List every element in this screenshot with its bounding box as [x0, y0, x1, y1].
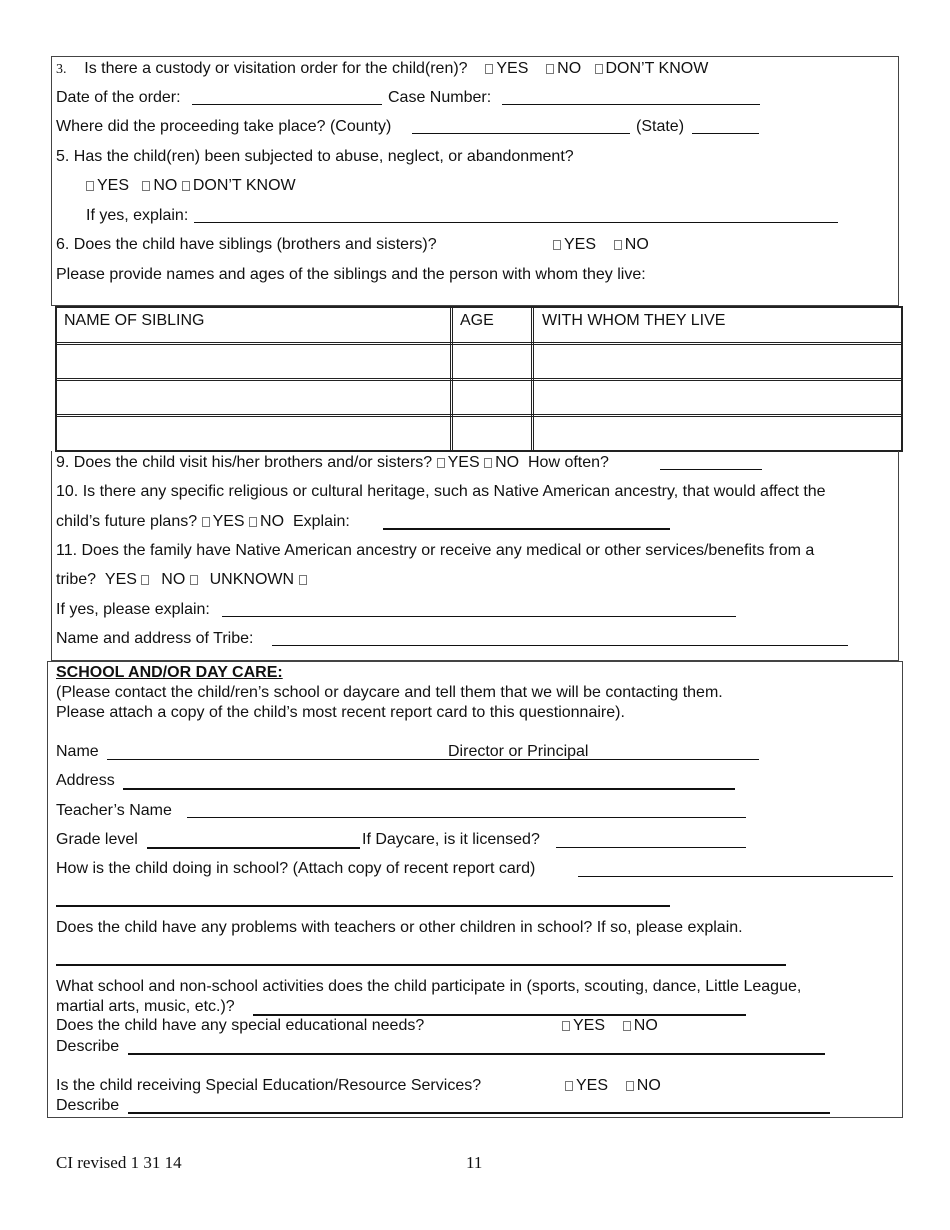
case-number-field[interactable] [502, 104, 760, 105]
school-name-field[interactable] [107, 759, 759, 760]
grade-field[interactable] [147, 847, 360, 849]
teacher-field[interactable] [187, 817, 746, 818]
address-field[interactable] [123, 788, 735, 790]
q6-no-checkbox[interactable] [614, 240, 622, 250]
question-10-line2: child’s future plans? YES NO Explain: [56, 513, 350, 530]
table-row[interactable] [59, 382, 899, 412]
doing-in-school-field[interactable] [578, 876, 893, 877]
daycare-field[interactable] [556, 847, 746, 848]
special-ed-describe-field[interactable] [128, 1112, 830, 1114]
question-9: 9. Does the child visit his/her brothers and/or sisters? YES NO How often? [56, 454, 609, 471]
problems-label: Does the child have any problems with teachers or other children in school? If so, please explain. [56, 919, 743, 936]
q11-explain-label: If yes, please explain: [56, 601, 210, 618]
table-row[interactable] [59, 418, 899, 448]
county-field[interactable] [412, 133, 630, 134]
address-label: Address [56, 772, 115, 789]
activities-label-2: martial arts, music, etc.)? [56, 998, 235, 1015]
q10-explain-field[interactable] [383, 528, 670, 530]
q3-yes-checkbox[interactable] [485, 64, 493, 74]
state-label: (State) [636, 118, 685, 135]
activities-label-1: What school and non-school activities does the child participate in (sports, scouting, dance, Little League, [56, 978, 802, 995]
q10-yes-checkbox[interactable] [202, 517, 210, 527]
special-needs-options: YES NO [562, 1017, 658, 1035]
sibling-table [55, 306, 903, 452]
special-needs-yes-checkbox[interactable] [562, 1021, 570, 1031]
table-header-name: NAME OF SIBLING [64, 312, 205, 329]
revision-note: CI revised 1 31 14 [56, 1153, 182, 1172]
special-needs-no-checkbox[interactable] [623, 1021, 631, 1031]
teacher-label: Teacher’s Name [56, 802, 172, 819]
school-heading: SCHOOL AND/OR DAY CARE: [56, 664, 283, 681]
question-6: 6. Does the child have siblings (brothers and sisters)? [56, 236, 437, 253]
question-5: 5. Has the child(ren) been subjected to abuse, neglect, or abandonment? [56, 148, 574, 165]
q5-no-checkbox[interactable] [142, 181, 150, 191]
q9-yes-checkbox[interactable] [437, 458, 445, 468]
q5-dont-know-checkbox[interactable] [182, 181, 190, 191]
tribe-label: Name and address of Tribe: [56, 630, 254, 647]
q11-no-checkbox[interactable] [190, 575, 198, 585]
doing-in-school-field-2[interactable] [56, 905, 670, 907]
q5-options: YES NO DON’T KNOW [86, 177, 296, 195]
doing-in-school-label: How is the child doing in school? (Attach copy of recent report card) [56, 860, 536, 877]
q11-explain-field[interactable] [222, 616, 736, 617]
school-name-label: Name [56, 743, 99, 760]
q6-options: YES NO [553, 236, 649, 254]
school-intro-2: Please attach a copy of the child’s most recent report card to this questionnaire). [56, 704, 625, 721]
table-header-with-whom: WITH WHOM THEY LIVE [542, 312, 726, 329]
page-number: 11 [466, 1153, 483, 1172]
special-needs-describe-label: Describe [56, 1038, 120, 1055]
q3-no-checkbox[interactable] [546, 64, 554, 74]
special-ed-describe-label: Describe [56, 1097, 120, 1114]
question-11-line2: tribe? YES NO UNKNOWN [56, 571, 310, 589]
special-needs-question: Does the child have any special educational needs? [56, 1017, 425, 1034]
state-field[interactable] [692, 133, 759, 134]
date-of-order-label: Date of the order: [56, 89, 181, 106]
tribe-field[interactable] [272, 645, 848, 646]
siblings-prompt: Please provide names and ages of the siblings and the person with whom they live: [56, 266, 646, 283]
activities-field[interactable] [253, 1014, 746, 1016]
school-intro-1: (Please contact the child/ren’s school or daycare and tell them that we will be contacting them. [56, 684, 723, 701]
date-of-order-field[interactable] [192, 104, 382, 105]
grade-label: Grade level [56, 831, 138, 848]
special-ed-question: Is the child receiving Special Education/Resource Services? [56, 1077, 482, 1094]
special-ed-no-checkbox[interactable] [626, 1081, 634, 1091]
daycare-label: If Daycare, is it licensed? [362, 831, 540, 848]
q5-explain-label: If yes, explain: [86, 207, 189, 224]
q11-yes-checkbox[interactable] [141, 575, 149, 585]
q6-yes-checkbox[interactable] [553, 240, 561, 250]
how-often-field[interactable] [660, 469, 762, 470]
special-ed-options: YES NO [565, 1077, 661, 1095]
school-section-box [47, 661, 903, 1118]
proceeding-county-label: Where did the proceeding take place? (County) [56, 118, 392, 135]
q9-no-checkbox[interactable] [484, 458, 492, 468]
q10-no-checkbox[interactable] [249, 517, 257, 527]
case-number-label: Case Number: [388, 89, 492, 106]
q3-dont-know-checkbox[interactable] [595, 64, 603, 74]
question-10-line1: 10. Is there any specific religious or cultural heritage, such as Native American ancestry, that would affect the [56, 483, 826, 500]
table-row[interactable] [59, 346, 899, 376]
special-ed-yes-checkbox[interactable] [565, 1081, 573, 1091]
director-label: Director or Principal [448, 743, 589, 760]
q5-yes-checkbox[interactable] [86, 181, 94, 191]
question-3: 3. Is there a custody or visitation order for the child(ren)? YES NO DON’T KNOW [56, 60, 709, 77]
special-needs-describe-field[interactable] [128, 1053, 825, 1055]
q11-unknown-checkbox[interactable] [299, 575, 307, 585]
table-header-age: AGE [460, 312, 494, 329]
q5-explain-field[interactable] [194, 222, 838, 223]
question-11-line1: 11. Does the family have Native American ancestry or receive any medical or other services/benefits from a [56, 542, 815, 559]
problems-field[interactable] [56, 964, 786, 966]
